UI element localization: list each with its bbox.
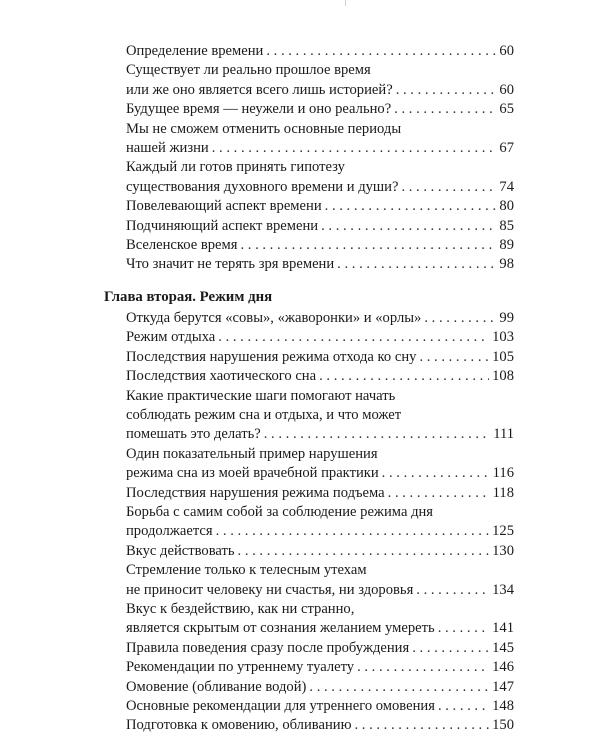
dot-leader <box>419 348 489 367</box>
toc-entry-text: Борьба с самим собой за соблюдение режима дня <box>126 503 434 520</box>
table-of-contents <box>104 42 514 736</box>
toc-entry-last-line <box>126 619 514 638</box>
toc-entry <box>126 217 514 236</box>
toc-entry <box>126 503 514 542</box>
dot-leader <box>354 716 489 735</box>
page-number: 130 <box>492 542 514 559</box>
toc-entry-last-line <box>126 367 514 386</box>
toc-entry-last-line <box>126 484 514 503</box>
toc-entry-text: Основные рекомендации для утреннего омовения <box>126 698 435 714</box>
dot-leader <box>321 217 496 236</box>
toc-entry-last-line <box>126 639 514 658</box>
page-number: 134 <box>492 581 514 598</box>
toc-entry-text: соблюдать режим сна и отдыха, и что может <box>126 406 402 423</box>
toc-entry <box>126 328 514 347</box>
toc-section <box>104 287 514 736</box>
toc-entry-last-line <box>126 464 514 483</box>
toc-entry-last-line <box>126 139 514 158</box>
page-number: 105 <box>492 348 514 365</box>
chapter-title: Глава вторая. Режим дня <box>104 288 273 305</box>
dot-leader <box>266 42 496 61</box>
page-number: 89 <box>499 237 514 254</box>
dot-leader <box>388 484 490 503</box>
toc-entry-text: Мы не сможем отменить основные периоды <box>126 120 402 137</box>
page-number: 99 <box>499 309 514 326</box>
dot-leader <box>412 639 489 658</box>
toc-entry <box>126 639 514 658</box>
toc-entry <box>126 367 514 386</box>
toc-entry-text: Режим отдыха <box>126 329 216 346</box>
toc-entry <box>126 561 514 600</box>
toc-entry <box>126 100 514 119</box>
toc-entry <box>126 678 514 697</box>
toc-entry-text: Вкус действовать <box>126 542 235 559</box>
toc-entry-last-line <box>126 522 514 541</box>
toc-entry-last-line <box>126 42 514 61</box>
toc-entry-last-line <box>126 100 514 119</box>
dot-leader <box>337 255 496 274</box>
toc-entry-text: Подчиняющий аспект времени <box>126 217 319 234</box>
page-number: 108 <box>492 368 514 385</box>
toc-entry <box>126 236 514 255</box>
page-number: 67 <box>499 140 514 157</box>
toc-entry-text: не приносит человеку ни счастья, ни здоровья <box>126 581 414 598</box>
toc-entry-text: помешать это делать? <box>126 426 261 443</box>
toc-entry-last-line <box>126 581 514 600</box>
toc-entry <box>126 42 514 61</box>
page-number: 116 <box>492 465 514 482</box>
page-number: 60 <box>499 43 514 59</box>
page-number: 103 <box>492 329 514 346</box>
toc-entry <box>126 542 514 561</box>
page-number: 98 <box>499 256 514 273</box>
toc-entry-text: Омовение (обливание водой) <box>126 678 307 695</box>
toc-entry-text: режима сна из моей врачебной практики <box>126 465 379 482</box>
toc-entry-last-line <box>126 197 514 216</box>
toc-entry <box>126 600 514 639</box>
dot-leader <box>401 178 496 197</box>
page-number: 80 <box>499 198 514 215</box>
dot-leader <box>416 581 489 600</box>
toc-entry-text: существования духовного времени и души? <box>126 178 399 195</box>
toc-entry-text: Рекомендации по утреннему туалету <box>126 659 355 676</box>
page-number: 148 <box>492 698 514 714</box>
page-number: 111 <box>493 426 514 443</box>
dot-leader <box>325 197 497 216</box>
toc-entry-text: Вселенское время <box>126 237 238 254</box>
dot-leader <box>216 522 490 541</box>
toc-entry-text: продолжается <box>126 523 213 540</box>
dot-leader <box>264 425 490 444</box>
toc-entry-text: Вкус к бездействию, как ни странно, <box>126 600 355 617</box>
dot-leader <box>238 542 490 561</box>
page-number: 85 <box>499 217 514 234</box>
toc-entry-text: Откуда берутся «совы», «жаворонки» и «орлы» <box>126 309 422 326</box>
dot-leader <box>382 464 490 483</box>
toc-entry-text: Будущее время — неужели и оно реально? <box>126 101 392 118</box>
dot-leader <box>309 678 489 697</box>
toc-entry-text: Повелевающий аспект времени <box>126 198 322 215</box>
toc-entry-text: Подготовка к омовению, обливанию <box>126 717 352 734</box>
toc-entry-text: Последствия хаотического сна <box>126 368 317 385</box>
toc-entry <box>126 158 514 197</box>
toc-entry <box>126 716 514 735</box>
toc-entry-last-line <box>126 328 514 347</box>
toc-entry-text: Каждый ли готов принять гипотезу <box>126 159 345 176</box>
toc-entry-last-line <box>126 178 514 197</box>
dot-leader <box>396 81 497 100</box>
toc-entry-last-line <box>126 425 514 444</box>
dot-leader <box>424 309 496 328</box>
toc-entry <box>126 120 514 159</box>
page-number: 145 <box>492 639 514 656</box>
toc-entry-last-line <box>126 716 514 735</box>
page-number: 74 <box>499 178 514 195</box>
toc-entries <box>126 309 514 736</box>
page-number: 60 <box>499 81 514 98</box>
dot-leader <box>438 697 489 716</box>
toc-entry-text: Какие практические шаги помогают начать <box>126 387 396 404</box>
dot-leader <box>438 619 489 638</box>
toc-entry-text: Один показательный пример нарушения <box>126 445 378 462</box>
toc-entry-text: нашей жизни <box>126 140 209 157</box>
dot-leader <box>357 658 489 677</box>
dot-leader <box>218 328 489 347</box>
toc-entry-last-line <box>126 697 514 716</box>
toc-entry <box>126 484 514 503</box>
toc-entry-text: является скрытым от сознания желанием умереть <box>126 620 435 637</box>
toc-entry-text: или же оно является всего лишь историей? <box>126 81 393 98</box>
toc-entry <box>126 348 514 367</box>
scan-mark <box>345 0 346 6</box>
dot-leader <box>212 139 497 158</box>
toc-entry <box>126 197 514 216</box>
toc-entry-last-line <box>126 658 514 677</box>
toc-entry-last-line <box>126 236 514 255</box>
toc-entry <box>126 658 514 677</box>
page-number: 150 <box>492 717 514 734</box>
dot-leader <box>319 367 489 386</box>
toc-section <box>104 42 514 275</box>
toc-entry-last-line <box>126 348 514 367</box>
toc-entry-last-line <box>126 542 514 561</box>
toc-entries <box>126 42 514 275</box>
toc-entry <box>126 445 514 484</box>
toc-entry <box>126 61 514 100</box>
toc-entry-last-line <box>126 255 514 274</box>
toc-entry <box>126 387 514 445</box>
page-number: 147 <box>492 678 514 695</box>
toc-entry <box>126 255 514 274</box>
toc-entry-text: Существует ли реально прошлое время <box>126 62 371 79</box>
toc-entry-text: Последствия нарушения режима отхода ко сну <box>126 348 417 365</box>
page-number: 65 <box>499 101 514 118</box>
toc-entry-text: Стремление только к телесным утехам <box>126 562 367 579</box>
page-number: 125 <box>492 523 514 540</box>
dot-leader <box>240 236 496 255</box>
toc-entry-last-line <box>126 81 514 100</box>
toc-entry-text: Последствия нарушения режима подъема <box>126 484 385 501</box>
page-number: 141 <box>492 620 514 637</box>
toc-entry-text: Что значит не терять зря времени <box>126 256 335 273</box>
toc-entry-last-line <box>126 309 514 328</box>
toc-entry <box>126 309 514 328</box>
page-number: 146 <box>492 659 514 676</box>
dot-leader <box>394 100 496 119</box>
toc-entry <box>126 697 514 716</box>
toc-entry-text: Правила поведения сразу после пробуждения <box>126 639 410 656</box>
toc-entry-last-line <box>126 217 514 236</box>
toc-entry-text: Определение времени <box>126 43 264 59</box>
toc-entry-last-line <box>126 678 514 697</box>
page-number: 118 <box>492 484 514 501</box>
